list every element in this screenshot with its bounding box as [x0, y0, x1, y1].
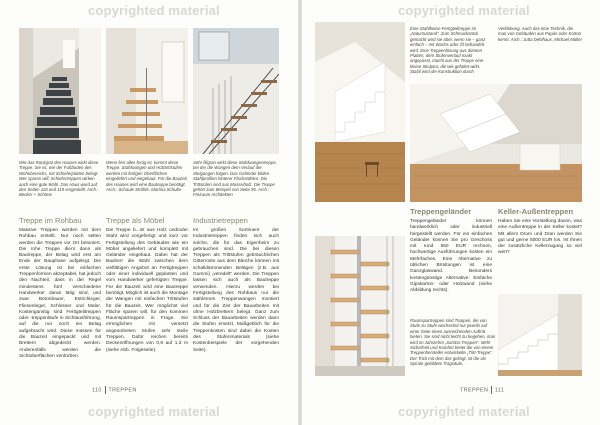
footer-label-right: TREPPEN	[460, 387, 489, 394]
heading-treppengelaender: Treppengeländer	[410, 207, 472, 216]
footer-label-left: TREPPEN	[108, 387, 137, 394]
text-treppe-im-rohbau: Massive Treppen werden mit dem Rohbau erstellt. Nur noch selten werden die Treppen vor Ort betoniert. Die rohe Treppe dient dann als Bautreppe, der Belag wird erst am Ende der Bauphase aufgelegt. Die erste Lösung ist bei einfachen Treppenformen akzeptabel, hat jedoch den Nachteil, dass in der Regel mindestens fünf verschiedene Handwerker daran tätig sind, und zwar Betonbauer, Estrichleger, Fliesenleger, Schlosser und Maler. Kostengünstig sind Fertigteiltreppen oder -treppenläufe in Sichtausführung, auf die nur noch ein Belag aufgebracht wird. Diese müssen für die Bauzeit eingepackt und mit Brettern abgedeckt werden. Anderenfalls werden die Sichtoberflächen verdorben.	[19, 228, 101, 359]
photo-wall-railing	[498, 294, 582, 376]
photo-folded-staircase	[315, 22, 405, 202]
watermark-right-bottom: copyrighted material	[398, 404, 530, 419]
watermark-right: copyrighted material	[398, 3, 530, 18]
caption-top-right: Verklebung. Auch das eine Technik, die man von Gebäuden aus Papier oder Karton kennt. Arch.: Jutta Dehlhaus, Michael Müller	[498, 26, 582, 42]
photo-steel-staircase	[193, 28, 279, 154]
heading-treppe-im-rohbau: Treppe im Rohbau	[19, 216, 82, 225]
caption-bottom: Raumspartreppen sind Treppen, die von Stufe zu Stufe wechselnd nur jeweils auf einer Seite einen ausreichenden Auftritt bieten. Sie sind nicht leicht zu begehen, man wird im Jahrzehnt „Samba-Treppen“. Mehr Sicherheit und Komfort bietet die von einem Treppenhersteller entwickelte „Tritt-Treppe“. Der Trick mit dem das gelingt, ist die als Spirale gebildete Tragsäule.	[410, 318, 496, 367]
photo-staircase-top-view	[410, 84, 582, 202]
caption-photo-3: Sehr filigran wirkt diese Stahlwangentreppe, bei der die Wangen dem Verlauf der Steigungen folgen. Das Geländer bilden Stahlprofilen hinterer Flachstählen. Die Trittstufen sind aus Massivholz. Die Treppe gehört zum Beispiel von Seite 95. Arch.: Freiraum Architekten	[193, 160, 277, 198]
caption-photo-2: Wenn fest alles fertig ist, kommt diese Treppe: Stahlwangen und Holztrittstufen werden mit fertigen Oberflächen eingeliefert und eingebaut. Für die Bauzeit des Hauses wird eine Bautreppe benötigt. Arch.: Schaule Ströhle, Martina Schulte	[106, 160, 187, 193]
heading-industrietreppen: Industrietreppen	[193, 216, 248, 225]
watermark-left-bottom: copyrighted material	[88, 404, 220, 419]
right-page	[300, 0, 600, 425]
book-gutter	[298, 0, 302, 425]
page-number-right: 111	[494, 387, 505, 394]
photo-stone-staircase	[19, 28, 101, 154]
footer-left	[92, 386, 137, 394]
caption-photo-1: Wie das Rückgrat des Hauses wirkt diese Treppe. Sie ist, wie der Fußboden des Wohnbereichs, mit Schieferplatten belegt. Wer sparen will: Schiefertreppen wirken auch eine gute Wahl. Das Haus wurd auf den Seiten 118 und 119 vorgestellt. Arch.: Becker + Schöne	[19, 160, 99, 198]
heading-keller-aussentreppen: Keller-Außentreppen	[498, 207, 574, 216]
photo-spiral-staircase	[315, 236, 405, 376]
heading-treppe-als-moebel: Treppe als Möbel	[106, 216, 165, 225]
text-treppengelaender: Treppengeländer können handwerklich oder industriell hergestellt werden. Für ein einfaches Geländer können Sie pro Geschoss mit rund 650 EUR rechnen, hochwertige Ausführungen kosten ein Mehrfaches. Eine Alternative zu üblichen Brüstungen ist eine Ganzglaswand. Besonders kostengünstige Alternative: Einfache Gipskarton- oder Holzwand (siehe Abbildung rechts).	[410, 219, 492, 294]
text-industrietreppen: Im großen Sortiment der Industrietreppen finden sich auch solche, die für das Eigenheim zu gebrauchen sind. Die bei diesen Treppen als Trittstufen gebräuchlichen Gitterroste aus dem Bleiche können mit schalldämmenden Belägen (z.B. aus Gummi) „veredelt“ werden. Die Treppen lassen sich auch als Bautreppe verwenden. Hierzu werden bei Fertigstellung des Rohbaus nur die stählernen Treppenwangen montiert und für die Zeit der Bauarbeiten mit ohne Holzbrettern belegt. Ganz zum Schluss der Bauarbeiten werden dann die Stufen ersetzt. Maßgeblich für die Treppenkosten sind dabei die Kosten des Stufenmaterials (siehe Kostenbeispiele der vorgehenden Seite).	[193, 228, 279, 353]
text-treppe-als-moebel: Die Treppe b...ist aus Holz und/oder Stahl wird vorgefertigt und kurz vor Fertigstellung des Gebäudes wie ein Möbel angeliefert und komplett mit Geländer eingebaut. Dabei hat der Bauherr die Wahl zwischen dem vielfältigen Angebot an Fertigtreppen oder einer individuell geplanten und vom Handwerker gefertigten Treppe. Für die Bauzeit wird eine Bautreppe benötigt. Möglich ist auch die Montage der Wangen mit einfachen Trittstufen für die Bauzeit. Wer möglichst viel Fläche sparen will, für den kommen Raumspartreppen in Frage. Sie ermöglichen mit versetzt angeordneten Stufen sehr steile Treppen. Dafür reichen bereits Deckenöffnungen von 0,8 auf 1,3 m (siehe Abb. Folgeseite).	[106, 228, 188, 353]
photo-wood-staircase	[106, 28, 188, 154]
footer-right	[460, 386, 504, 394]
watermark-left: copyrighted material	[88, 3, 220, 18]
page-number-left: 110	[92, 387, 102, 394]
caption-top-left: Eine Stahlbeton-Fertigteiltreppe im „Naturzustand“. Zum Schmuckstück gemacht wird sie aber, wenn sie – ganz einfach – mit Wachs oder Öl behandelt wird. Eine Treppenlösung aus dünnen Platten, dem Stufenverlauf exakt angepasst, macht aus der Treppe eine kleine Skulptur, die wie gefaltet wirkt. Stabil wird die Konstruktion durch	[410, 26, 486, 75]
text-keller-aussentreppen: Haben Sie eine Vorstellung davon, was eine Außentreppe in der Keller kostet? Mit allem Drum und Dran werden Sie gut und gerne 5000 EUR los. Ist Ihnen der zusätzliche Kellerzugang so viel wert?	[498, 219, 582, 256]
